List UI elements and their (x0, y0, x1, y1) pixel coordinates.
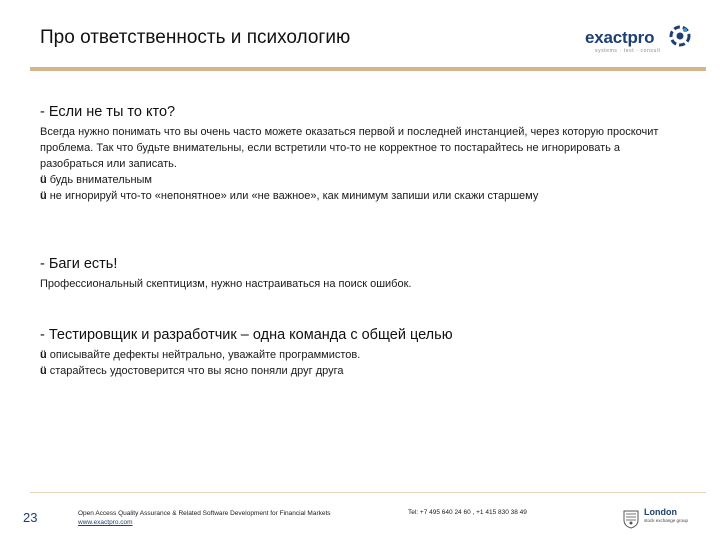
logo-wordmark: exactpro (585, 28, 655, 47)
checkmark-icon: ü (40, 365, 47, 377)
partner-logo (622, 507, 702, 533)
footer-description (78, 509, 331, 527)
checkmark-icon: ü (40, 174, 47, 186)
section-team (40, 327, 660, 379)
section-bugs-exist (40, 256, 660, 292)
section-paragraph: Профессиональный скептицизм, нужно настраиваться на поиск ошибок. (40, 278, 412, 290)
section-title: - Если не ты то кто? (40, 104, 176, 120)
logo-tagline: systems · test · consult (595, 48, 661, 54)
crest-icon (622, 509, 640, 529)
header-divider (30, 67, 706, 71)
check-item-text: старайтесь удостоверится что вы ясно поняли друг друга (49, 365, 344, 377)
check-item-text: описывайте дефекты нейтрально, уважайте программистов. (49, 349, 361, 361)
section-paragraph: Всегда нужно понимать что вы очень часто можете оказаться первой и последней инстанцией, через которую проскочит проблема. Так что будьте внимательны, если встретили что-то не корректное то постарайтесь не игнорировать а разобраться или записать. (40, 126, 659, 170)
check-item (40, 363, 660, 379)
footer-description-text: Open Access Quality Assurance & Related Software Development for Financial Markets (78, 510, 331, 517)
page-number: 23 (23, 510, 38, 525)
partner-name: London (644, 507, 677, 517)
check-item (40, 188, 660, 204)
section-title: - Тестировщик и разработчик – одна команда с общей целью (40, 327, 453, 343)
check-item-text: будь внимательным (49, 174, 152, 186)
footer-website-link[interactable]: www.exactpro.com (78, 519, 133, 526)
exactpro-mark-icon (669, 25, 691, 47)
check-item (40, 347, 660, 363)
check-item-text: не игнорируй что-то «непонятное» или «не важное», как минимум запиши или скажи старшему (49, 190, 539, 202)
footer-contact: Tel: +7 495 640 24 60 , +1 415 830 38 49 (408, 509, 527, 516)
page-title: Про ответственность и психологию (40, 27, 351, 48)
checkmark-icon: ü (40, 190, 47, 202)
section-responsibility (40, 104, 660, 204)
check-item (40, 172, 660, 188)
checkmark-icon: ü (40, 349, 47, 361)
exactpro-logo (585, 24, 695, 60)
footer-divider (30, 492, 706, 493)
partner-subtitle: stock exchange group (644, 518, 689, 523)
section-title: - Баги есть! (40, 256, 118, 272)
